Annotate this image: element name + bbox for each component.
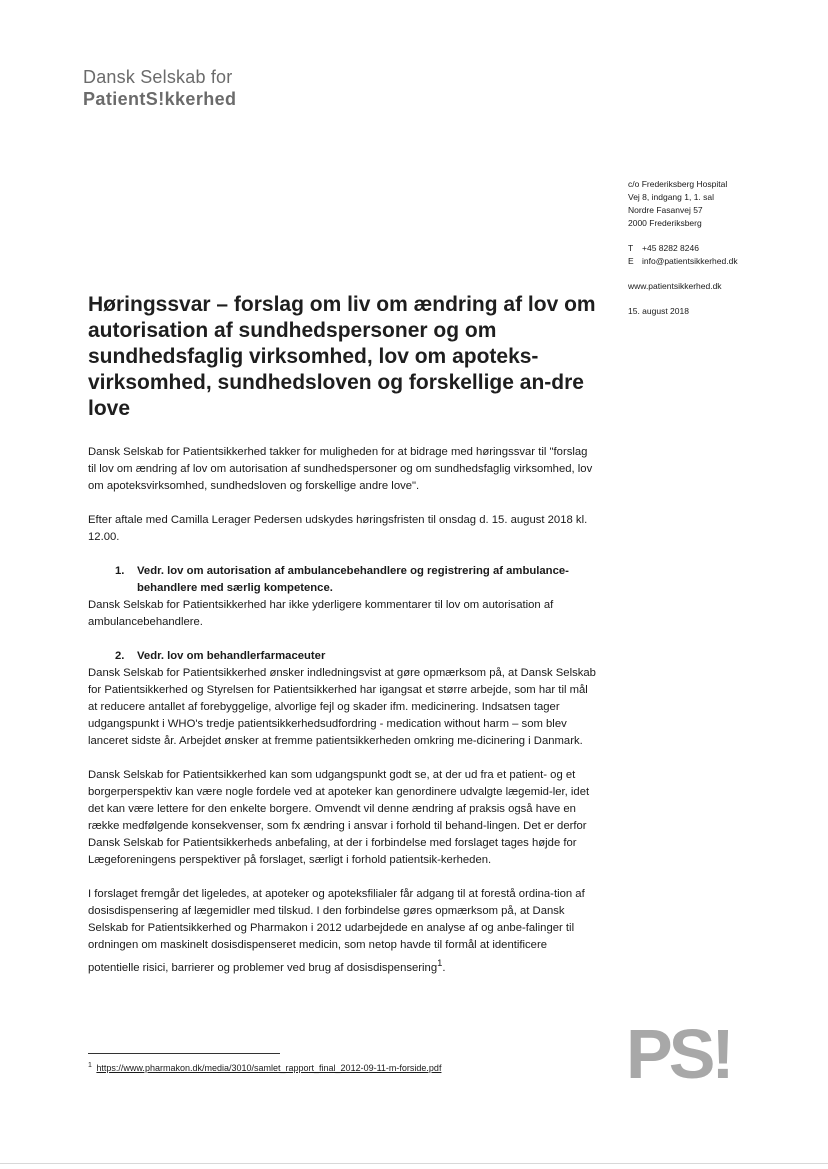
section-number: 1. bbox=[115, 565, 125, 577]
address-block bbox=[628, 178, 808, 230]
address-line: c/o Frederiksberg Hospital bbox=[628, 179, 728, 189]
address-line: Nordre Fasanvej 57 bbox=[628, 205, 703, 215]
section-paragraph: Dansk Selskab for Patientsikkerhed ønsker indledningsvist at gøre opmærksom på, at Dansk Selskab for Patientsikkerhed og Styrelsen for Patientsikkerhed har igangsat et større arbejde, som har til mål at reducere antallet af forebyggelige, alvorlige fejl og skader ifm. medicinering. Indsatsen tager udgangspunkt i WHO's tredje patientsikkerhedsudfordring - medication without harm – som blev lanceret sidste år. Arbejdet ønsker at fremme patientsikkerheden omkring me-dicinering i Danmark. bbox=[88, 667, 596, 747]
logo-line-2: PatientS!kkerhed bbox=[83, 89, 237, 109]
section-heading-2 bbox=[88, 648, 598, 665]
email-address[interactable]: info@patientsikkerhed.dk bbox=[642, 256, 738, 266]
website-link[interactable]: www.patientsikkerhed.dk bbox=[628, 281, 722, 291]
ps-logo bbox=[626, 1020, 756, 1084]
organization-logo bbox=[83, 66, 333, 110]
letter-date: 15. august 2018 bbox=[628, 306, 689, 316]
email-row bbox=[628, 255, 808, 268]
logo-line-1: Dansk Selskab for bbox=[83, 67, 233, 87]
ps-logo-text: PS! bbox=[626, 1020, 731, 1084]
address-line: 2000 Frederiksberg bbox=[628, 218, 702, 228]
phone-row bbox=[628, 242, 808, 255]
section-heading-text: Vedr. lov om autorisation af ambulancebehandlere og registrering af ambulance-behandlere med særlig kompetence. bbox=[137, 565, 569, 594]
document-title: Høringssvar – forslag om liv om ændring af lov om autorisation af sundhedspersoner og om sundhedsfaglig virksomhed, lov om apoteks-virksomhed, sundhedsloven og forskellige an-dre love bbox=[88, 293, 596, 420]
footnote bbox=[88, 1062, 441, 1073]
deadline-paragraph: Efter aftale med Camilla Lerager Pedersen udskydes høringsfristen til onsdag d. 15. august 2018 kl. 12.00. bbox=[88, 514, 588, 543]
contact-sidebar bbox=[628, 178, 808, 330]
section-heading-text: Vedr. lov om behandlerfarmaceuter bbox=[137, 650, 326, 662]
phone-label: T bbox=[628, 243, 634, 253]
footnote-divider bbox=[88, 1053, 280, 1054]
document-body bbox=[88, 444, 598, 994]
footnote-link[interactable]: https://www.pharmakon.dk/media/3010/samlet_rapport_final_2012-09-11-m-forside.pdf bbox=[96, 1063, 442, 1073]
section-number: 2. bbox=[115, 650, 125, 662]
footnote-number: 1 bbox=[88, 1062, 92, 1069]
phone-number: +45 8282 8246 bbox=[642, 243, 699, 253]
page-bottom-edge bbox=[0, 1163, 828, 1164]
contact-block bbox=[628, 242, 808, 268]
section-paragraph-text: I forslaget fremgår det ligeledes, at apoteker og apoteksfilialer får adgang til at forestå ordina-tion af dosisdispensering af lægemidler med tilskud. I den forbindelse gøres opmærksom på, at Dansk Selskab for Patientsikkerhed og Pharmakon i 2012 udarbejdede en analyse af og anbe-falinger til ordningen om maskinelt dosisdispenseret medicin, som netop havde til formål at identificere potentielle risici, barrierer og problemer ved brug af dosisdispensering bbox=[88, 888, 585, 974]
date-block bbox=[628, 305, 808, 318]
footnote-reference[interactable]: 1 bbox=[437, 957, 443, 968]
email-label: E bbox=[628, 256, 634, 266]
intro-paragraph: Dansk Selskab for Patientsikkerhed takker for muligheden for at bidrage med høringssvar til "forslag til lov om ændring af lov om autorisation af sundhedspersoner og om sundhedsfaglig virksomhed, lov om apoteksvirksomhed, sundhedsloven og forskellige andre love". bbox=[88, 446, 593, 492]
section-paragraph: Dansk Selskab for Patientsikkerhed kan som udgangspunkt godt se, at der ud fra et patient- og et borgerperspektiv kan være nogle fordele ved at apoteker kan genordinere udvalgte lægemid-ler, idet det kan være lettere for den enkelte borgere. Omvendt vil denne ændring af praksis også have en række medfølgende konsekvenser, som fx ændring i ansvar i forhold til behand-lingen. Det er derfor Dansk Selskab for Patientsikkerheds anbefaling, at der i forbindelse med forslaget tages højde for Lægeforeningens perspektiver på forslaget, særligt i forhold patientsik-kerheden. bbox=[88, 769, 590, 866]
section-paragraph: Dansk Selskab for Patientsikkerhed har ikke yderligere kommentarer til lov om autorisation af ambulancebehandlere. bbox=[88, 599, 554, 628]
section-heading-1 bbox=[88, 563, 598, 597]
website-block bbox=[628, 280, 808, 293]
address-line: Vej 8, indgang 1, 1. sal bbox=[628, 192, 715, 202]
section-paragraph: I forslaget fremgår det ligeledes, at apoteker og apoteksfilialer får adgang til at forestå ordina-tion af dosisdispensering af lægemidler med tilskud. I den forbindelse gøres opmærksom på, at Dansk Selskab for Patientsikkerhed og Pharmakon i 2012 udarbejdede en analyse af og anbe-falinger til ordningen om maskinelt dosisdispenseret medicin, som netop havde til formål at identificere potentielle risici, barrierer og problemer ved brug af dosisdispensering$^1$. bbox=[88, 888, 585, 974]
